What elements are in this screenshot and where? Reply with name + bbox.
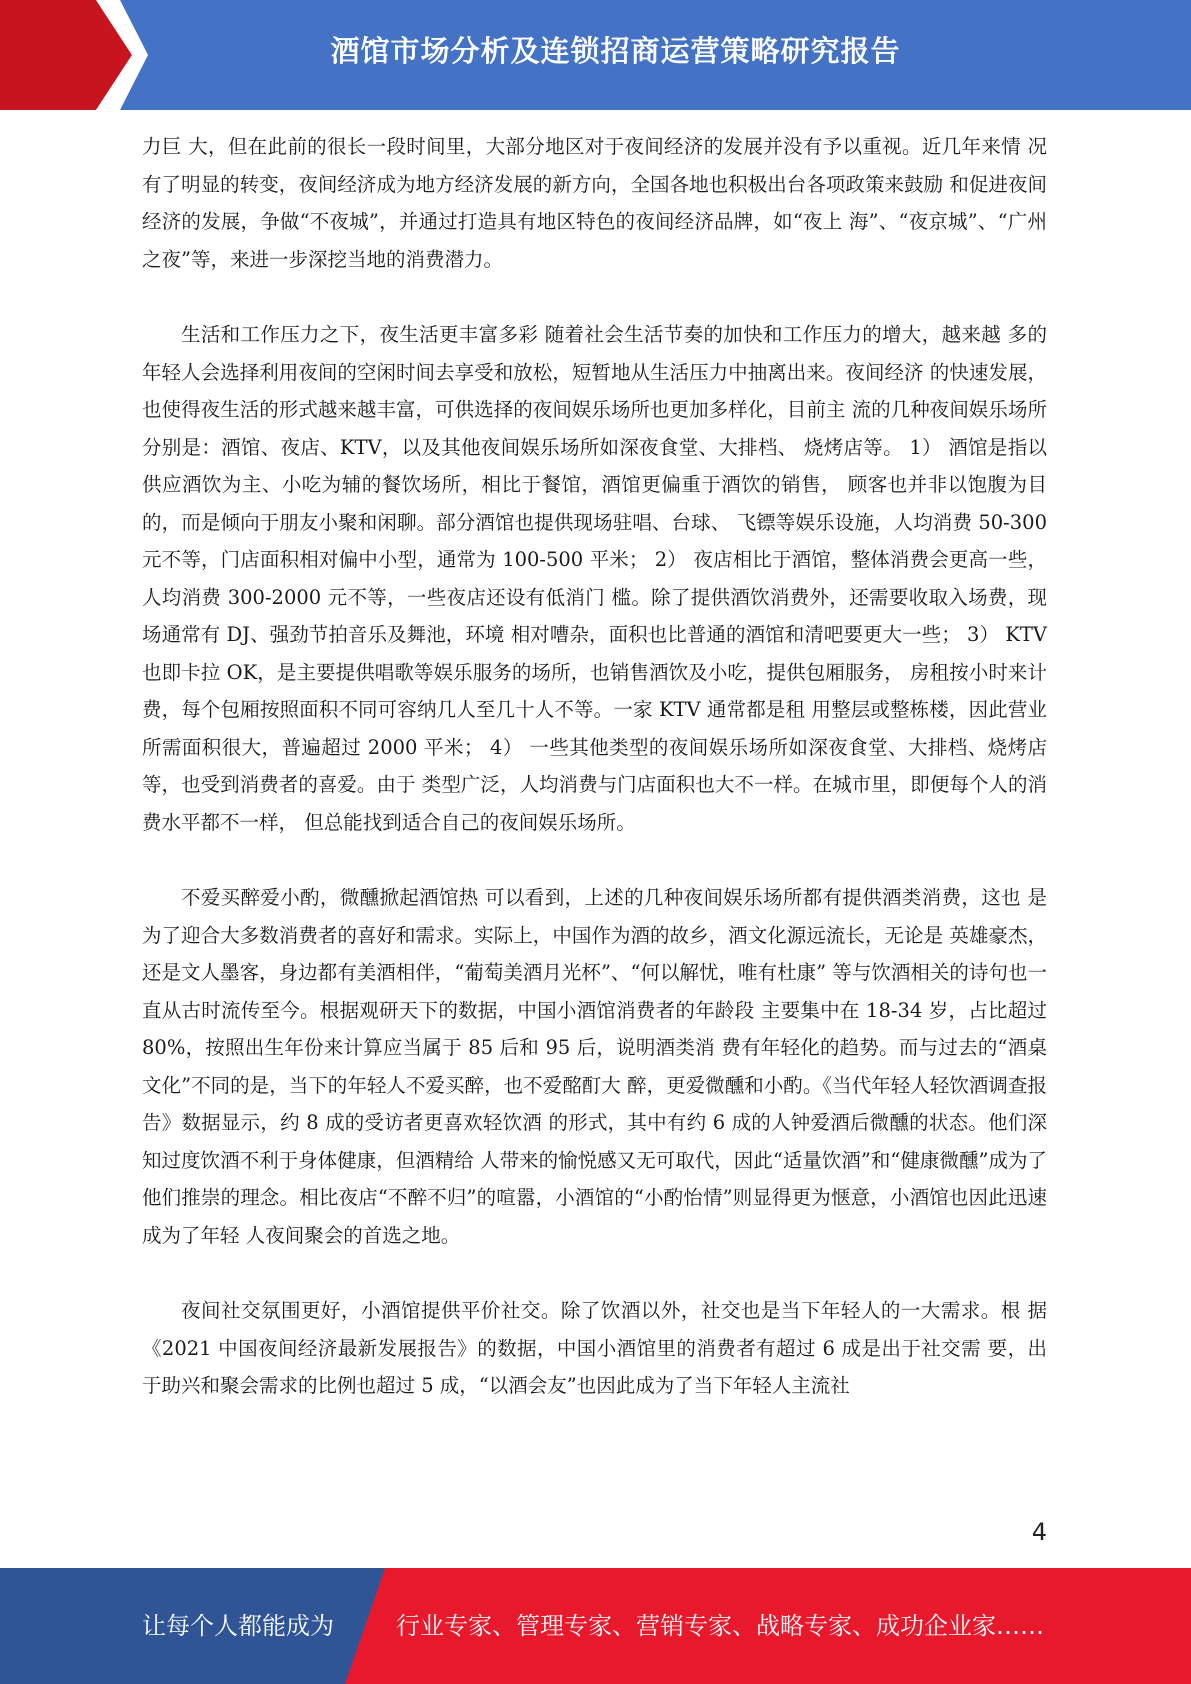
paragraph: 生活和工作压力之下，夜生活更丰富多彩 随着社会生活节奏的加快和工作压力的增大，越来越 多的年轻人会选择利用夜间的空闲时间去享受和放松，短暂地从生活压力中抽离出来。夜间经济 的快速发展，也使得夜生活的形式越来越丰富，可供选择的夜间娱乐场所也更加多样化，目前主 流的几种夜间娱乐场所分别是：酒馆、夜店、KTV，以及其他夜间娱乐场所如深夜食堂、大排档、 烧烤店等。 1） 酒馆是指以供应酒饮为主、小吃为辅的餐饮场所，相比于餐馆，酒馆更偏重于酒饮的销售， 顾客也并非以饱腹为目的，而是倾向于朋友小聚和闲聊。部分酒馆也提供现场驻唱、台球、 飞镖等娱乐设施，人均消费 50-300 元不等，门店面积相对偏中小型，通常为 100-500 平米； 2） 夜店相比于酒馆，整体消费会更高一些，人均消费 300-2000 元不等，一些夜店还设有低消门 槛。除了提供酒饮消费外，还需要收取入场费，现场通常有 DJ、强劲节拍音乐及舞池，环境 相对嘈杂，面积也比普通的酒馆和清吧要更大一些； 3） KTV 也即卡拉 OK，是主要提供唱歌等娱乐服务的场所，也销售酒饮及小吃，提供包厢服务， 房租按小时来计费，每个包厢按照面积不同可容纳几人至几十人不等。一家 KTV 通常都是租 用整层或整栋楼，因此营业所需面积很大，普遍超过 2000 平米； 4） 一些其他类型的夜间娱乐场所如深夜食堂、大排档、烧烤店等，也受到消费者的喜爱。由于 类型广泛，人均消费与门店面积也大不一样。在城市里，即便每个人的消费水平都不一样， 但总能找到适合自己的夜间娱乐场所。 (142, 323, 1047, 834)
footer-slogan-right: 行业专家、管理专家、营销专家、战略专家、成功企业家…… (396, 1612, 1044, 1640)
paragraph: 不爱买醉爱小酌，微醺掀起酒馆热 可以看到，上述的几种夜间娱乐场所都有提供酒类消费，这也 是为了迎合大多数消费者的喜好和需求。实际上，中国作为酒的故乡，酒文化源远流长，无论是 英雄豪杰，还是文人墨客，身边都有美酒相伴，“葡萄美酒月光杯”、“何以解忧，唯有杜康” 等与饮酒相关的诗句也一直从古时流传至今。根据观研天下的数据，中国小酒馆消费者的年龄段 主要集中在 18-34 岁，占比超过 80%，按照出生年份来计算应当属于 85 后和 95 后，说明酒类消 费有年轻化的趋势。而与过去的“酒桌文化”不同的是，当下的年轻人不爱买醉，也不爱酩酊大 醉，更爱微醺和小酌。《当代年轻人轻饮酒调查报告》数据显示，约 8 成的受访者更喜欢轻饮酒 的形式，其中有约 6 成的人钟爱酒后微醺的状态。他们深知过度饮酒不利于身体健康，但酒精给 人带来的愉悦感又无可取代，因此“适量饮酒”和“健康微醺”成为了他们推崇的理念。相比夜店“不醉不归”的喧嚣，小酒馆的“小酌怡情”则显得更为惬意，小酒馆也因此迅速成为了年轻 人夜间聚会的首选之地。 (142, 886, 1047, 1247)
page-footer (0, 1568, 1191, 1684)
paragraph: 力巨 大，但在此前的很长一段时间里，大部分地区对于夜间经济的发展并没有予以重视。近几年来情 况有了明显的转变，夜间经济成为地方经济发展的新方向，全国各地也积极出台各项政策来鼓励 和促进夜间经济的发展，争做“不夜城”，并通过打造具有地区特色的夜间经济品牌，如“夜上 海”、“夜京城”、“广州之夜”等，来进一步深挖当地的消费潜力。 (142, 135, 1047, 271)
footer-slogan-left: 让每个人都能成为 (142, 1612, 334, 1640)
page-header (0, 0, 1191, 110)
report-title: 酒馆市场分析及连锁招商运营策略研究报告 (330, 34, 901, 68)
page-number: 4 (1031, 1518, 1047, 1546)
paragraph: 夜间社交氛围更好，小酒馆提供平价社交。除了饮酒以外，社交也是当下年轻人的一大需求。根 据《2021 中国夜间经济最新发展报告》的数据，中国小酒馆里的消费者有超过 6 成是出于社交需 要，出于助兴和聚会需求的比例也超过 5 成，“以酒会友”也因此成为了当下年轻人主流社 (142, 1299, 1047, 1397)
body-text (142, 128, 1047, 1443)
